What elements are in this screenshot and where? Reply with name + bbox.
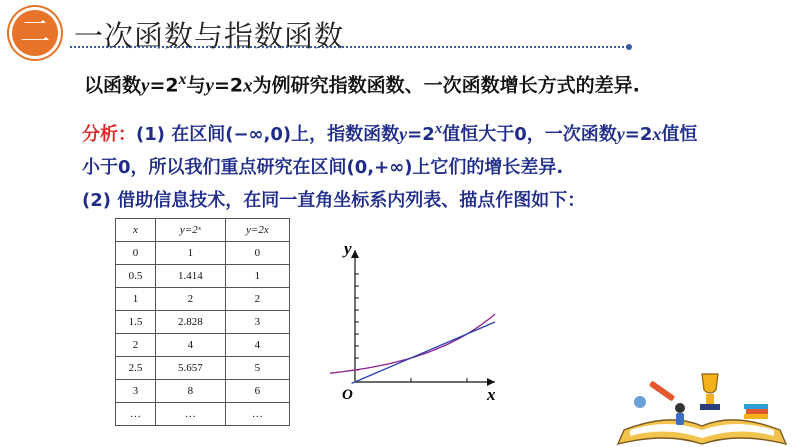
step-two-text: (2) 借助信息技术，在同一直角坐标系内列表、描点作图如下： bbox=[82, 190, 586, 211]
student-figure-icon bbox=[675, 403, 685, 413]
table-header-row bbox=[116, 219, 290, 242]
table-row bbox=[116, 380, 290, 403]
table-cell: 0 bbox=[116, 242, 156, 265]
analysis-text: 值恒 bbox=[661, 124, 698, 145]
table-cell: 1 bbox=[225, 265, 289, 288]
value-table bbox=[115, 218, 290, 426]
intro-part: =2 bbox=[213, 74, 244, 97]
table-cell: 2 bbox=[116, 334, 156, 357]
trophy-icon bbox=[702, 374, 718, 393]
table-cell: 3 bbox=[225, 311, 289, 334]
intro-text bbox=[84, 69, 640, 97]
function-graph bbox=[330, 232, 510, 402]
table-row bbox=[116, 265, 290, 288]
axis-ticks bbox=[355, 274, 467, 382]
intro-part: =2 bbox=[149, 74, 179, 97]
analysis-var: y bbox=[616, 124, 625, 144]
table-cell: 2.5 bbox=[116, 357, 156, 380]
intro-var: x bbox=[243, 75, 253, 97]
divider-end-dot bbox=[626, 44, 632, 50]
table-row bbox=[116, 288, 290, 311]
intro-part: 与 bbox=[186, 74, 206, 97]
analysis-label: 分析： bbox=[82, 124, 136, 145]
intro-part: 以函数 bbox=[84, 74, 142, 97]
table-cell: 1.5 bbox=[116, 311, 156, 334]
origin-label: O bbox=[342, 387, 353, 402]
table-row bbox=[116, 357, 290, 380]
table-row bbox=[116, 334, 290, 357]
table-cell: 4 bbox=[155, 334, 225, 357]
analysis-var: y bbox=[399, 124, 408, 144]
table-cell: 2 bbox=[225, 288, 289, 311]
section-number: 二 bbox=[20, 15, 50, 50]
table-cell: 3 bbox=[116, 380, 156, 403]
table-cell: 5.657 bbox=[155, 357, 225, 380]
analysis-exponent: x bbox=[434, 121, 443, 137]
book-stack-icon bbox=[744, 414, 768, 419]
intro-part: 为例研究指数函数、一次函数增长方式的差异. bbox=[252, 74, 640, 97]
section-header bbox=[0, 0, 794, 60]
analysis-text: 值恒大于0，一次函数 bbox=[442, 124, 617, 145]
pencil-icon bbox=[649, 381, 675, 402]
book-stack-icon bbox=[744, 404, 768, 409]
table-row bbox=[116, 403, 290, 426]
table-cell: 4 bbox=[225, 334, 289, 357]
table-cell: 1.414 bbox=[155, 265, 225, 288]
trophy-stem-icon bbox=[706, 394, 714, 404]
table-header-cell: y=2x bbox=[225, 219, 289, 242]
globe-icon bbox=[634, 396, 646, 408]
y-axis-arrow bbox=[351, 250, 359, 258]
table-cell: … bbox=[116, 403, 156, 426]
analysis-text: (1) 在区间(−∞,0)上，指数函数 bbox=[136, 124, 400, 145]
study-illustration bbox=[610, 368, 794, 447]
table-cell: 2.828 bbox=[155, 311, 225, 334]
linear-line bbox=[352, 322, 495, 383]
table-cell: … bbox=[225, 403, 289, 426]
table-cell: … bbox=[155, 403, 225, 426]
table-cell: 0 bbox=[225, 242, 289, 265]
analysis-text: 小于0，所以我们重点研究在区间(0,+∞)上它们的增长差异. bbox=[82, 157, 564, 178]
table-header-cell: y=2ˣ bbox=[155, 219, 225, 242]
table-cell: 0.5 bbox=[116, 265, 156, 288]
table-body bbox=[116, 242, 290, 426]
table-cell: 5 bbox=[225, 357, 289, 380]
analysis-text: =2 bbox=[407, 124, 435, 145]
table-header-cell: x bbox=[116, 219, 156, 242]
y-axis-label: y bbox=[344, 239, 352, 258]
student-figure-icon bbox=[676, 413, 684, 425]
book-stack-icon bbox=[746, 409, 768, 414]
intro-var: y bbox=[141, 75, 150, 97]
analysis-var: x bbox=[652, 124, 662, 144]
trophy-base-icon bbox=[700, 404, 720, 410]
analysis-text: =2 bbox=[624, 124, 653, 145]
section-title: 一次函数与指数函数 bbox=[74, 19, 345, 53]
analysis-paragraph bbox=[82, 112, 722, 184]
table-cell: 1 bbox=[116, 288, 156, 311]
table-cell: 8 bbox=[155, 380, 225, 403]
section-number-badge bbox=[12, 10, 58, 56]
intro-exponent: x bbox=[178, 71, 187, 88]
intro-var: y bbox=[205, 75, 214, 97]
table-row bbox=[116, 311, 290, 334]
table-cell: 6 bbox=[225, 380, 289, 403]
table-cell: 1 bbox=[155, 242, 225, 265]
x-axis-label: x bbox=[487, 385, 496, 402]
table-cell: 2 bbox=[155, 288, 225, 311]
table-row bbox=[116, 242, 290, 265]
title-divider bbox=[70, 46, 628, 48]
